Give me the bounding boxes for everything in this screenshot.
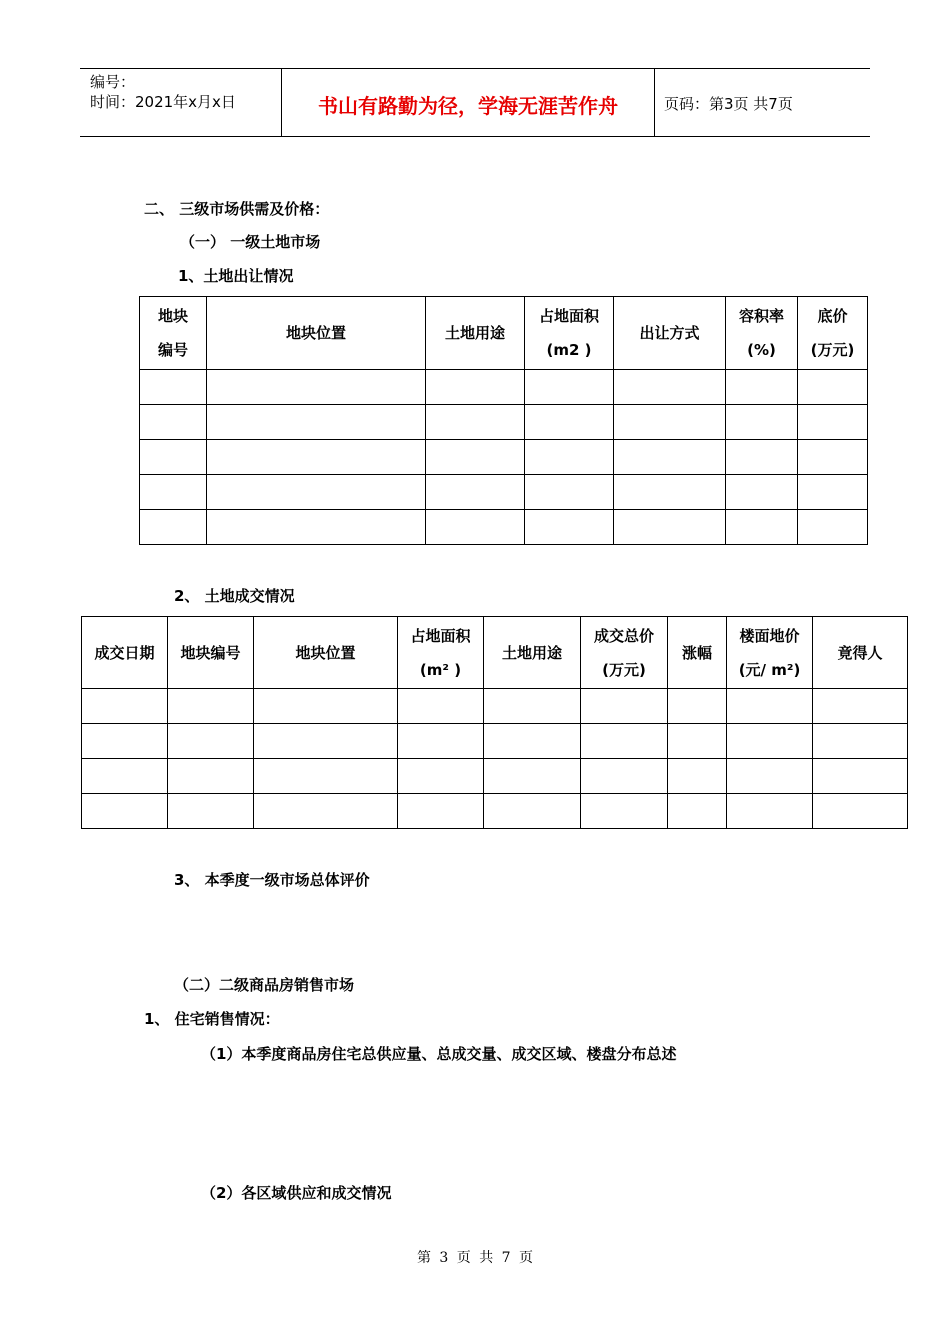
- table-cell[interactable]: [398, 794, 484, 829]
- table-cell[interactable]: [525, 510, 614, 545]
- table-row: [140, 370, 868, 405]
- item-market-evaluation: 3、 本季度一级市场总体评价: [174, 871, 370, 889]
- table-cell[interactable]: [614, 370, 726, 405]
- table-cell[interactable]: [581, 794, 668, 829]
- table-header-row: [82, 617, 908, 689]
- table-cell[interactable]: [727, 724, 813, 759]
- table-cell[interactable]: [726, 510, 798, 545]
- table-cell[interactable]: [426, 510, 525, 545]
- table-cell[interactable]: [525, 475, 614, 510]
- table-cell[interactable]: [207, 510, 426, 545]
- table-cell[interactable]: [254, 759, 398, 794]
- table-row: [82, 794, 908, 829]
- table-cell[interactable]: [668, 689, 727, 724]
- table-cell[interactable]: [168, 724, 254, 759]
- table-cell[interactable]: [727, 794, 813, 829]
- table-cell[interactable]: [484, 759, 581, 794]
- table-cell[interactable]: [82, 689, 168, 724]
- table-cell[interactable]: [140, 370, 207, 405]
- table-cell[interactable]: [82, 794, 168, 829]
- table-cell[interactable]: [813, 689, 908, 724]
- table-cell[interactable]: [581, 759, 668, 794]
- subsection-housing-market: （二）二级商品房销售市场: [174, 976, 355, 994]
- table-cell[interactable]: [398, 689, 484, 724]
- header-cell: 占地面积 (m2 ): [525, 297, 614, 370]
- table-cell[interactable]: [726, 475, 798, 510]
- table-row: [140, 440, 868, 475]
- table-cell[interactable]: [726, 440, 798, 475]
- table-cell[interactable]: [813, 794, 908, 829]
- table-cell[interactable]: [398, 724, 484, 759]
- table-cell[interactable]: [798, 440, 868, 475]
- table-cell[interactable]: [168, 794, 254, 829]
- table-cell[interactable]: [426, 370, 525, 405]
- table-cell[interactable]: [727, 759, 813, 794]
- time-label: 时间：2021年x月x日: [90, 93, 236, 111]
- table-cell[interactable]: [727, 689, 813, 724]
- table-cell[interactable]: [398, 759, 484, 794]
- table-row: [140, 475, 868, 510]
- table-cell[interactable]: [426, 440, 525, 475]
- table-cell[interactable]: [668, 724, 727, 759]
- table-cell[interactable]: [581, 689, 668, 724]
- section-title: 二、 三级市场供需及价格：: [144, 200, 330, 218]
- item-land-transfer: 1、土地出让情况: [178, 267, 294, 285]
- table-cell[interactable]: [614, 510, 726, 545]
- header-cell: 底价 (万元): [798, 297, 868, 370]
- header-bottom-rule: [80, 136, 870, 137]
- table-cell[interactable]: [484, 689, 581, 724]
- header-cell: 楼面地价 (元/ m²): [727, 617, 813, 689]
- table-cell[interactable]: [813, 759, 908, 794]
- header-cell: 成交总价 (万元): [581, 617, 668, 689]
- table-cell[interactable]: [207, 405, 426, 440]
- table-cell[interactable]: [168, 759, 254, 794]
- table-cell[interactable]: [207, 475, 426, 510]
- table-cell[interactable]: [207, 440, 426, 475]
- table-cell[interactable]: [140, 475, 207, 510]
- table-cell[interactable]: [798, 510, 868, 545]
- subsection-land-market: （一） 一级土地市场: [180, 233, 321, 251]
- table-cell[interactable]: [484, 794, 581, 829]
- page-footer: 第 3 页 共 7 页: [416, 1250, 534, 1266]
- header-cell: 地块 编号: [140, 297, 207, 370]
- table-cell[interactable]: [140, 405, 207, 440]
- table-cell[interactable]: [614, 475, 726, 510]
- table-row: [82, 759, 908, 794]
- table-cell[interactable]: [798, 475, 868, 510]
- header-cell: 出让方式: [614, 297, 726, 370]
- land-deal-table: [81, 616, 908, 829]
- table-row: [140, 405, 868, 440]
- table-cell[interactable]: [254, 794, 398, 829]
- table-cell[interactable]: [484, 724, 581, 759]
- table-cell[interactable]: [813, 724, 908, 759]
- table-cell[interactable]: [140, 440, 207, 475]
- table-cell[interactable]: [525, 405, 614, 440]
- paragraph-supply-overview: （1）本季度商品房住宅总供应量、总成交量、成交区域、楼盘分布总述: [201, 1045, 677, 1063]
- table-cell[interactable]: [726, 405, 798, 440]
- header-meta: [90, 72, 236, 112]
- header-divider-right: [654, 68, 655, 136]
- table-cell[interactable]: [82, 724, 168, 759]
- header-cell: 地块位置: [207, 297, 426, 370]
- table-cell[interactable]: [207, 370, 426, 405]
- header-cell: 地块编号: [168, 617, 254, 689]
- table-cell[interactable]: [726, 370, 798, 405]
- number-label: 编号：: [90, 73, 136, 91]
- table-cell[interactable]: [254, 689, 398, 724]
- header-top-rule: [80, 68, 870, 69]
- header-cell: 容积率 (%): [726, 297, 798, 370]
- header-slogan: 书山有路勤为径，学海无涯苦作舟: [318, 94, 618, 118]
- table-cell[interactable]: [614, 405, 726, 440]
- table-cell[interactable]: [426, 475, 525, 510]
- item-residential-sales: 1、 住宅销售情况：: [144, 1010, 280, 1028]
- paragraph-regional-supply: （2）各区域供应和成交情况: [201, 1184, 392, 1202]
- table-cell[interactable]: [798, 370, 868, 405]
- table-cell[interactable]: [614, 440, 726, 475]
- table-cell[interactable]: [798, 405, 868, 440]
- header-cell: 地块位置: [254, 617, 398, 689]
- header-cell: 土地用途: [426, 297, 525, 370]
- table-cell[interactable]: [668, 794, 727, 829]
- table-cell[interactable]: [525, 440, 614, 475]
- table-cell[interactable]: [525, 370, 614, 405]
- table-cell[interactable]: [581, 724, 668, 759]
- table-cell[interactable]: [426, 405, 525, 440]
- header-cell: 成交日期: [82, 617, 168, 689]
- table-row: [82, 689, 908, 724]
- table-cell[interactable]: [82, 759, 168, 794]
- header-cell: 占地面积 (m² ): [398, 617, 484, 689]
- header-page-info: 页码：第3页 共7页: [664, 95, 793, 113]
- table-cell[interactable]: [168, 689, 254, 724]
- table-header-row: [140, 297, 868, 370]
- table-cell[interactable]: [140, 510, 207, 545]
- header-cell: 竟得人: [813, 617, 908, 689]
- header-cell: 土地用途: [484, 617, 581, 689]
- table-row: [82, 724, 908, 759]
- header-cell: 涨幅: [668, 617, 727, 689]
- table-row: [140, 510, 868, 545]
- table-cell[interactable]: [668, 759, 727, 794]
- item-land-deal: 2、 土地成交情况: [174, 587, 295, 605]
- land-transfer-table: [139, 296, 868, 545]
- table-cell[interactable]: [254, 724, 398, 759]
